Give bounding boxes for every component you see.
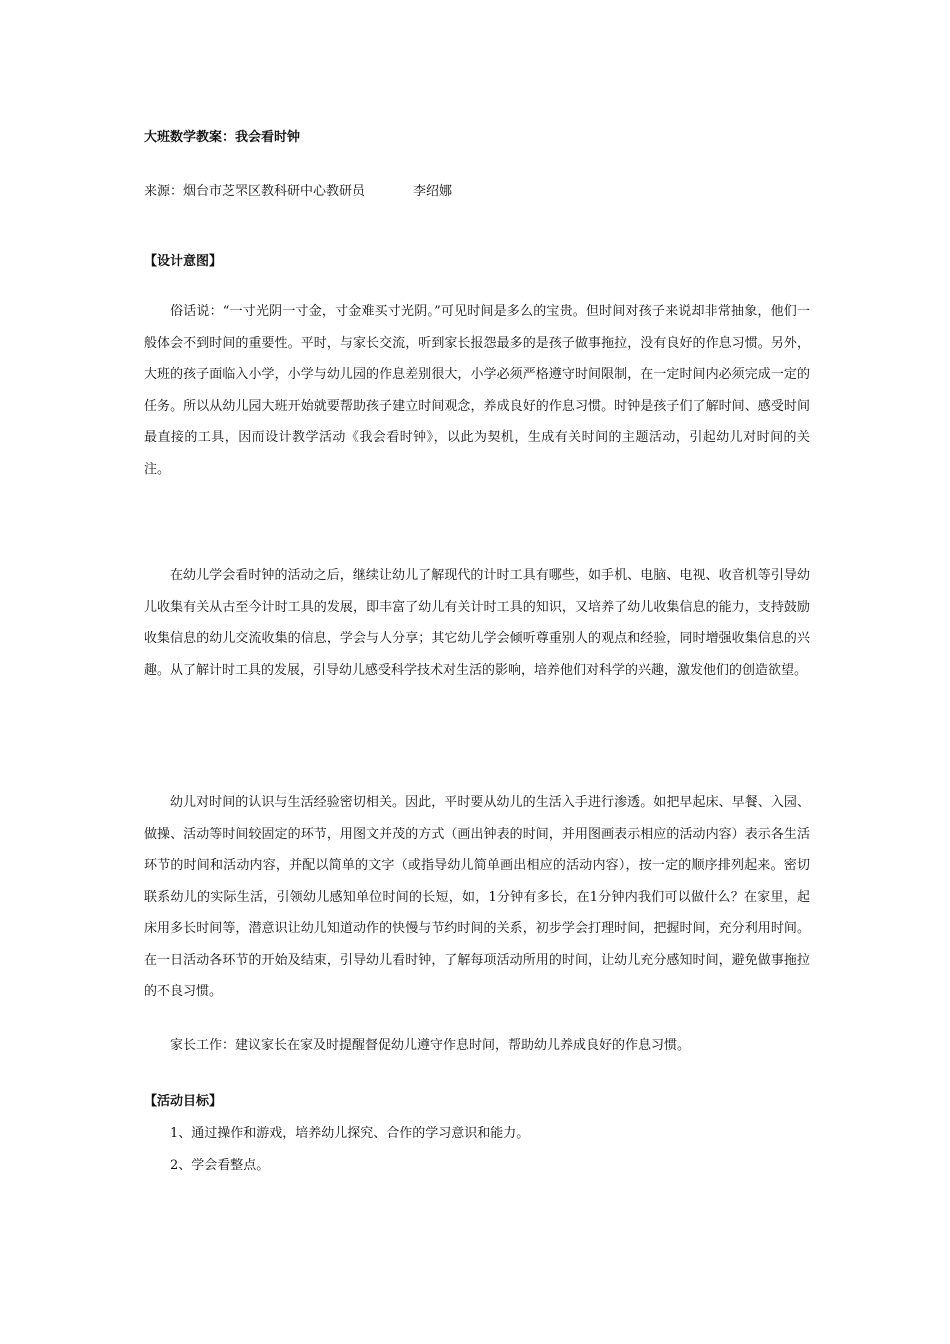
design-intent-heading: 【设计意图】 (144, 254, 223, 269)
activity-goals-heading: 【活动目标】 (144, 1094, 223, 1109)
goal-item-1: 1、通过操作和游戏，培养幼儿探究、合作的学习意识和能力。 (170, 1126, 530, 1141)
goal-item-2: 2、学会看整点。 (170, 1158, 270, 1173)
source-line (144, 180, 452, 199)
design-paragraph-1: 俗话说：“一寸光阴一寸金，寸金难买寸光阴。”可见时间是多么的宝贵。但时间对孩子来说却非常抽象，他们一般体会不到时间的重要性。平时，与家长交流，听到家长报怨最多的是孩子做事拖拉，没有良好的作息习惯。另外，大班的孩子面临入小学，小学与幼儿园的作息差别很大，小学必须严格遵守时间限制，在一定时间内必须完成一定的任务。所以从幼儿园大班开始就要帮助孩子建立时间观念，养成良好的作息习惯。时钟是孩子们了解时间、感受时间最直接的工具，因而设计教学活动《我会看时钟》，以此为契机，生成有关时间的主题活动，引起幼儿对时间的关注。 (144, 304, 810, 477)
author-name: 李绍娜 (413, 184, 453, 199)
document-title: 大班数学教案：我会看时钟 (144, 130, 301, 145)
source-label: 来源：烟台市芝罘区教科研中心教研员 (144, 184, 366, 199)
parent-work-paragraph: 家长工作：建议家长在家及时提醒督促幼儿遵守作息时间，帮助幼儿养成良好的作息习惯。 (170, 1038, 691, 1053)
design-paragraph-3: 幼儿对时间的认识与生活经验密切相关。因此，平时要从幼儿的生活入手进行渗透。如把早起床、早餐、入园、做操、活动等时间较固定的环节，用图文并茂的方式（画出钟表的时间，并用图画表示相应的活动内容）表示各生活环节的时间和活动内容，并配以简单的文字（或指导幼儿简单画出相应的活动内容），按一定的顺序排列起来。密切联系幼儿的实际生活，引领幼儿感知单位时间的长短，如，1分钟有多长，在1分钟内我们可以做什么？在家里，起床用多长时间等，潜意识让幼儿知道动作的快慢与节约时间的关系，初步学会打理时间，把握时间，充分利用时间。在一日活动各环节的开始及结束，引导幼儿看时钟，了解每项活动所用的时间，让幼儿充分感知时间，避免做事拖拉的不良习惯。 (144, 795, 810, 999)
design-paragraph-2: 在幼儿学会看时钟的活动之后，继续让幼儿了解现代的计时工具有哪些，如手机、电脑、电视、收音机等引导幼儿收集有关从古至今计时工具的发展，即丰富了幼儿有关计时工具的知识，又培养了幼儿收集信息的能力，支持鼓励收集信息的幼儿交流收集的信息，学会与人分享；其它幼儿学会倾听尊重别人的观点和经验，同时增强收集信息的兴趣。从了解计时工具的发展，引导幼儿感受科学技术对生活的影响，培养他们对科学的兴趣，激发他们的创造欲望。 (144, 568, 810, 678)
